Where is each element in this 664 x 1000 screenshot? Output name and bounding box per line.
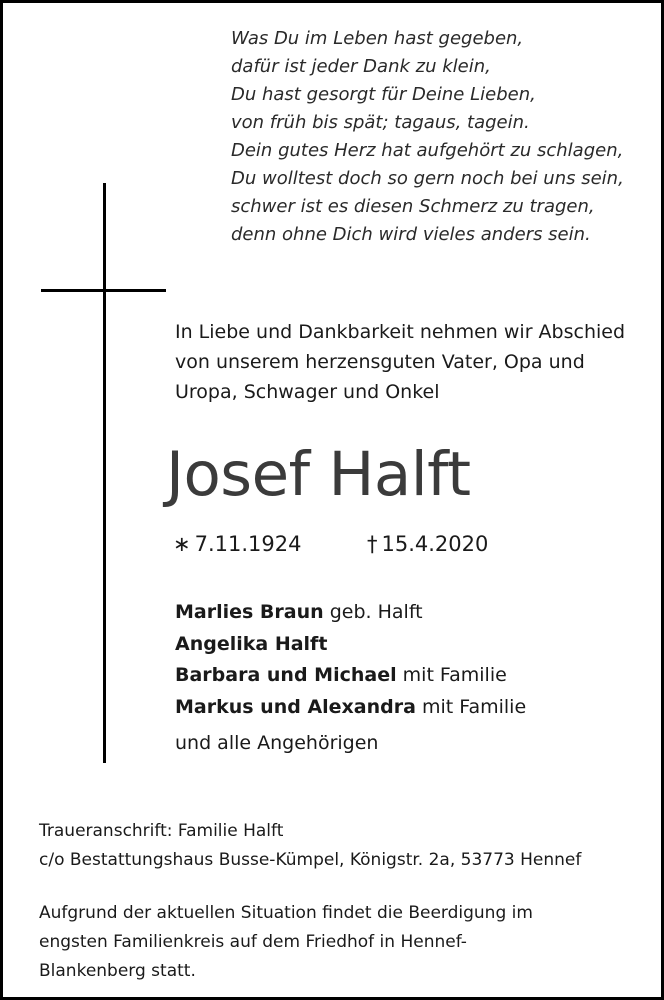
- intro-line: In Liebe und Dankbarkeit nehmen wir Abschied: [175, 321, 626, 343]
- farewell-intro: [175, 317, 625, 407]
- death-date: 15.4.2020: [381, 532, 489, 556]
- mourning-address: [39, 817, 581, 875]
- mourner-entry: [175, 629, 526, 661]
- birth-date-line: [173, 529, 302, 559]
- notice-line: Blankenberg statt.: [39, 961, 196, 981]
- intro-line: Uropa, Schwager und Onkel: [175, 381, 440, 403]
- notice-line: engsten Familienkreis auf dem Friedhof in Hennef-: [39, 932, 467, 952]
- notice-line: Aufgrund der aktuellen Situation findet die Beerdigung im: [39, 903, 533, 923]
- poem-line: von früh bis spät; tagaus, tagein.: [231, 112, 530, 133]
- address-line: Traueranschrift: Familie Halft: [39, 821, 284, 841]
- memorial-poem: [231, 25, 624, 249]
- address-line: c/o Bestattungshaus Busse-Kümpel, Königstr. 2a, 53773 Hennef: [39, 850, 582, 870]
- mourners-list: [175, 597, 526, 760]
- mourner-name: Barbara und Michael: [175, 664, 397, 686]
- birth-star-icon: ∗: [173, 532, 191, 556]
- deceased-name: Josef Halft: [166, 439, 471, 510]
- birth-date: 7.11.1924: [194, 532, 302, 556]
- death-cross-icon: †: [367, 532, 378, 556]
- mourner-entry: [175, 597, 526, 629]
- poem-line: Was Du im Leben hast gegeben,: [231, 28, 524, 49]
- mourner-name: Marlies Braun: [175, 601, 324, 623]
- mourner-name: Markus und Alexandra: [175, 695, 416, 718]
- mourner-name: Angelika Halft: [175, 632, 328, 655]
- poem-line: Du wolltest doch so gern noch bei uns sein,: [231, 168, 624, 189]
- poem-line: dafür ist jeder Dank zu klein,: [231, 56, 491, 77]
- mourner-entry: [175, 692, 526, 724]
- mourner-suffix: mit Familie: [422, 695, 527, 718]
- poem-line: Dein gutes Herz hat aufgehört zu schlagen,: [231, 140, 624, 161]
- intro-line: von unserem herzensguten Vater, Opa und: [175, 351, 585, 373]
- relatives-line: und alle Angehörigen: [175, 732, 379, 754]
- mourner-suffix: geb. Halft: [329, 601, 423, 623]
- cross-icon: [103, 183, 106, 763]
- mourner-suffix: mit Familie: [402, 664, 507, 686]
- poem-line: Du hast gesorgt für Deine Lieben,: [231, 84, 536, 105]
- poem-line: denn ohne Dich wird vieles anders sein.: [231, 224, 591, 245]
- funeral-notice: [39, 899, 533, 986]
- poem-line: schwer ist es diesen Schmerz zu tragen,: [231, 196, 595, 217]
- mourner-entry: [175, 660, 526, 692]
- cross-icon-crossbar: [41, 289, 166, 292]
- death-date-line: [367, 529, 488, 559]
